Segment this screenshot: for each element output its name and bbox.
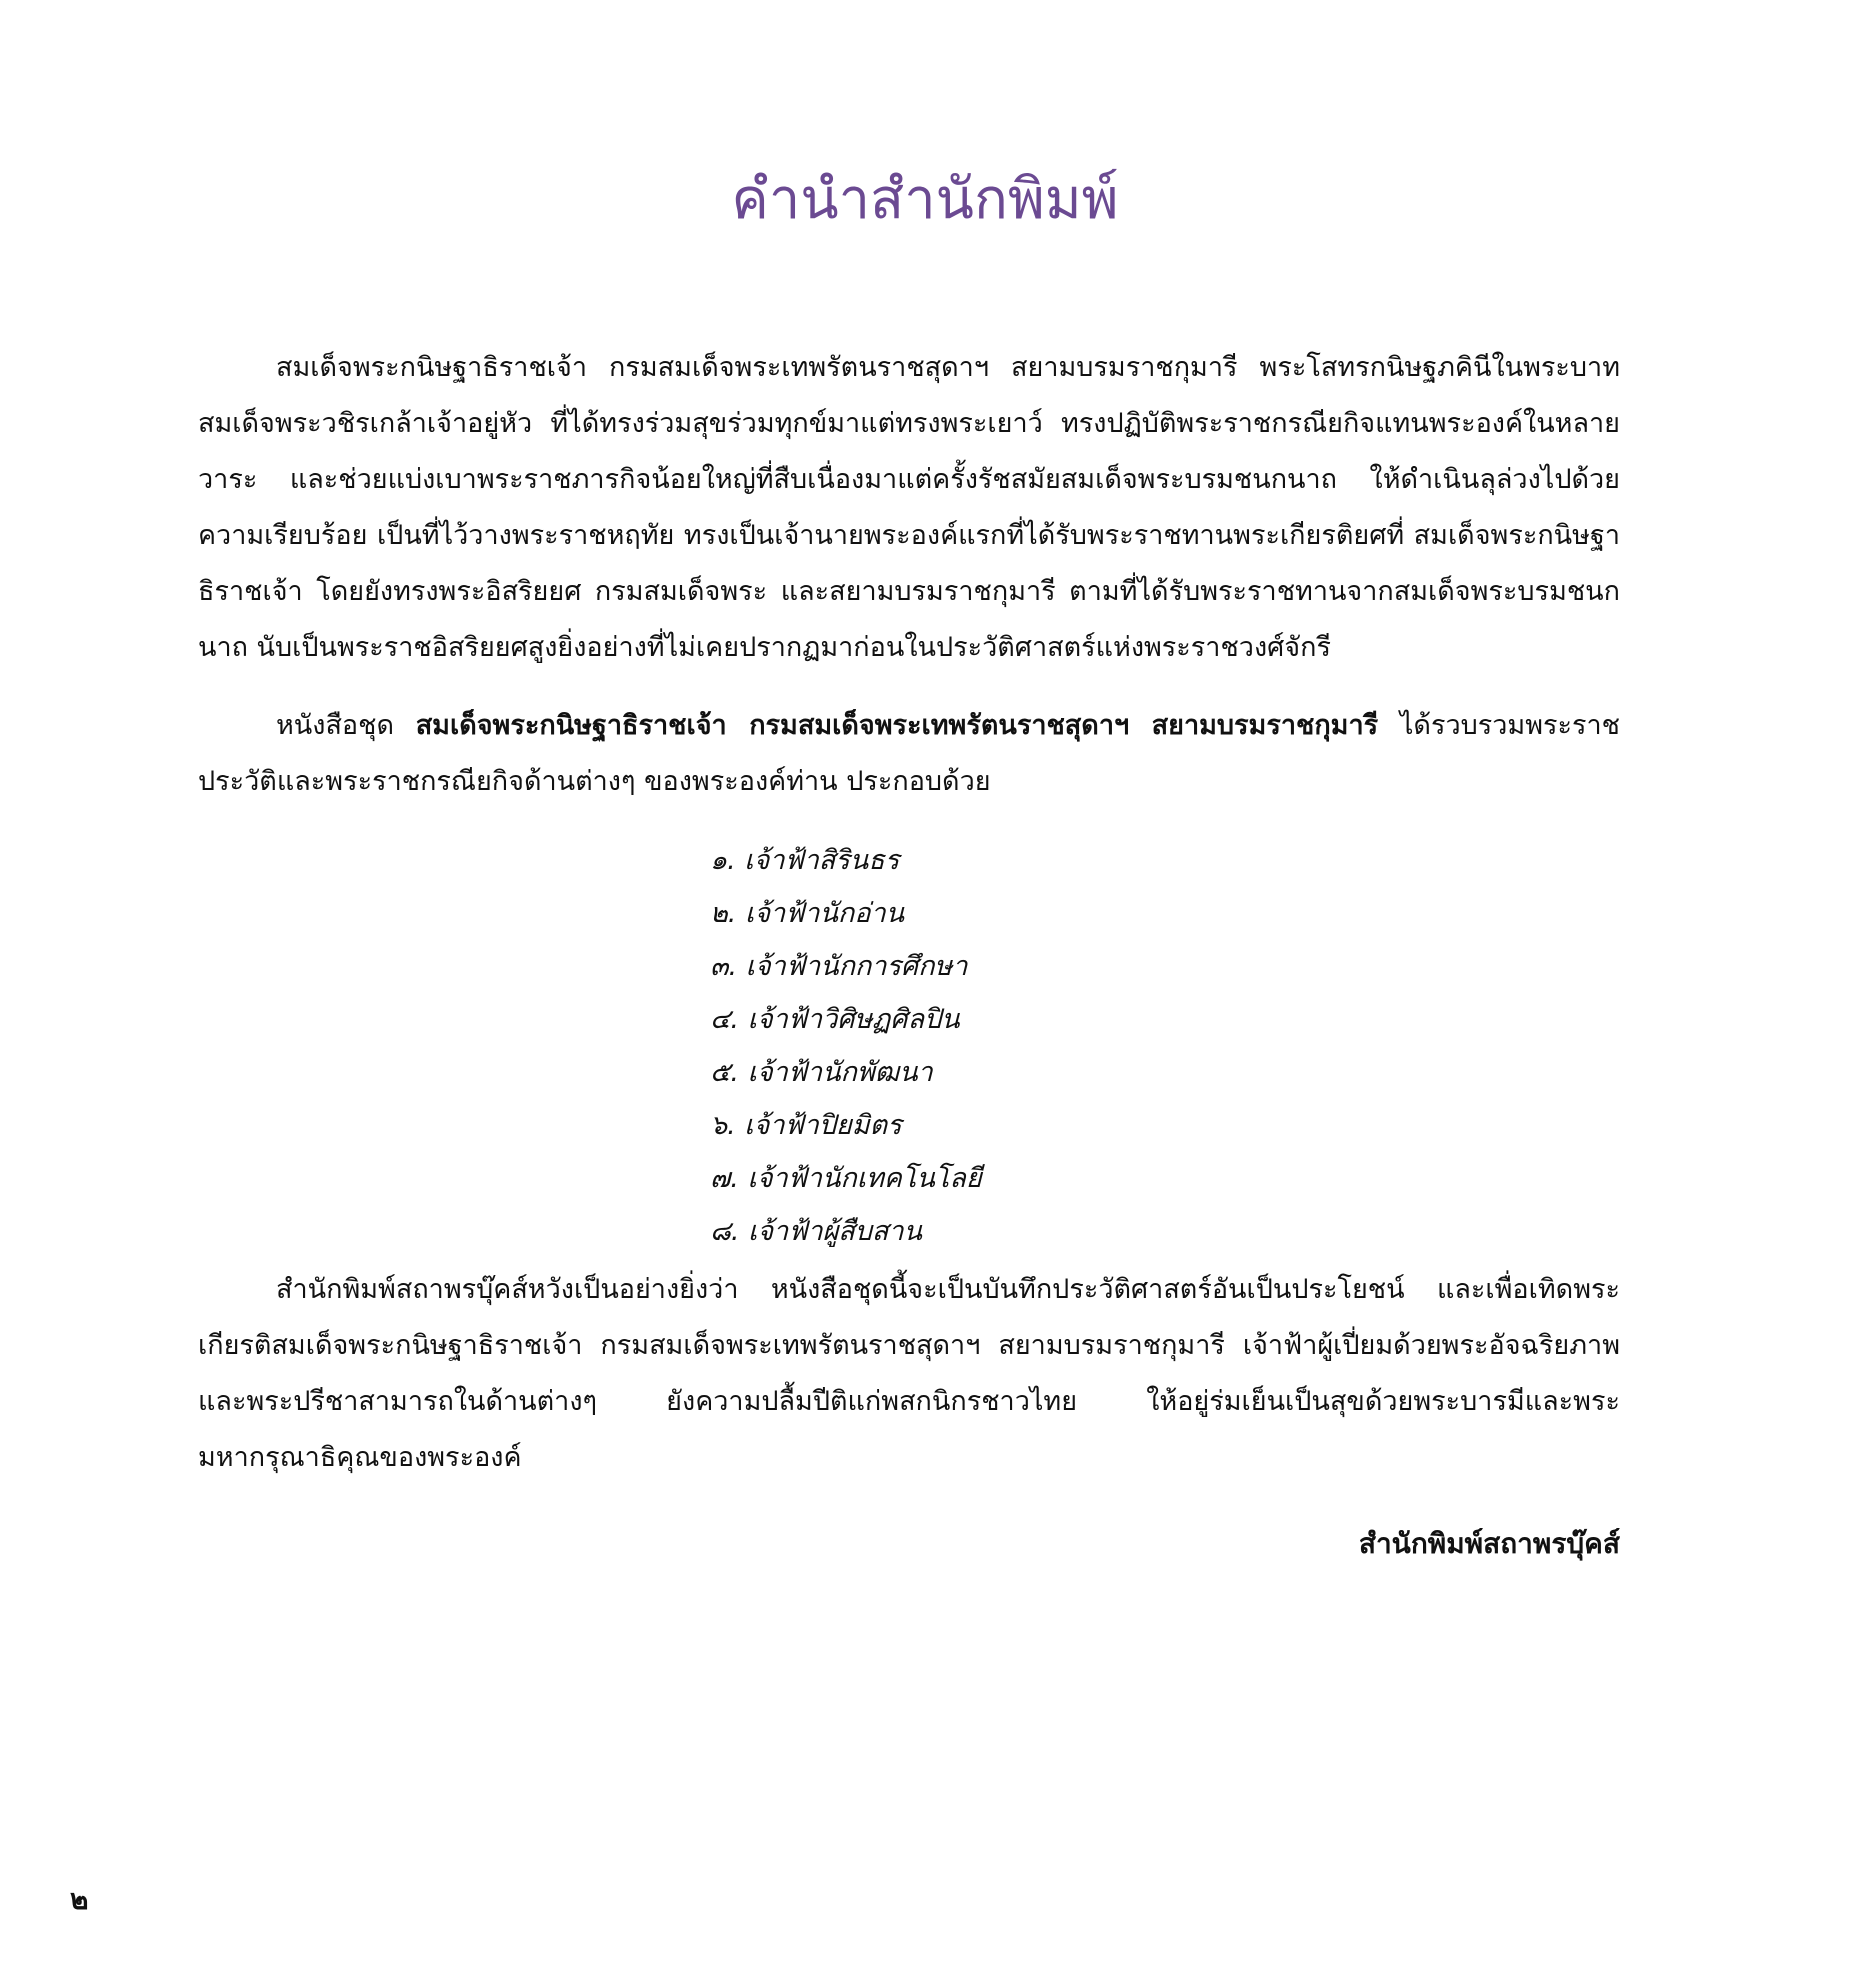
list-item: ๓. เจ้าฟ้านักการศึกษา bbox=[710, 951, 968, 982]
list-item: ๗. เจ้าฟ้านักเทคโนโลยี bbox=[710, 1163, 982, 1194]
list-item: ๖. เจ้าฟ้าปิยมิตร bbox=[710, 1110, 902, 1141]
foreword-paragraph-1: สมเด็จพระกนิษฐาธิราชเจ้า กรมสมเด็จพระเทพรัตนราชสุดาฯ สยามบรมราชกุมารี พระโสทรกนิษฐภคินีในพระบาทสมเด็จพระวชิรเกล้าเจ้าอยู่หัว ที่ได้ทรงร่วมสุขร่วมทุกข์มาแต่ทรงพระเยาว์ ทรงปฏิบัติพระราชกรณียกิจแทนพระองค์ในหลายวาระ และช่วยแบ่งเบาพระราชภารกิจน้อยใหญ่ที่สืบเนื่องมาแต่ครั้งรัชสมัยสมเด็จพระบรมชนกนาถ ให้ดำเนินลุล่วงไปด้วยความเรียบร้อย เป็นที่ไว้วางพระราชหฤทัย ทรงเป็นเจ้านายพระองค์แรกที่ได้รับพระราชทานพระเกียรติยศที่ สมเด็จพระกนิษฐาธิราชเจ้า โดยยังทรงพระอิสริยยศ กรมสมเด็จพระ และสยามบรมราชกุมารี ตามที่ได้รับพระราชทานจากสมเด็จพระบรมชนกนาถ นับเป็นพระราชอิสริยยศสูงยิ่งอย่างที่ไม่เคยปรากฏมาก่อนในประวัติศาสตร์แห่งพระราชวงศ์จักรี bbox=[198, 352, 1620, 663]
list-item: ๒. เจ้าฟ้านักอ่าน bbox=[710, 898, 905, 929]
foreword-paragraph-3: สำนักพิมพ์สถาพรบุ๊คส์หวังเป็นอย่างยิ่งว่า หนังสือชุดนี้จะเป็นบันทึกประวัติศาสตร์อันเป็นประโยชน์ และเพื่อเทิดพระเกียรติสมเด็จพระกนิษฐาธิราชเจ้า กรมสมเด็จพระเทพรัตนราชสุดาฯ สยามบรมราชกุมารี เจ้าฟ้าผู้เปี่ยมด้วยพระอัจฉริยภาพและพระปรีชาสามารถในด้านต่างๆ ยังความปลื้มปีติแก่พสกนิกรชาวไทย ให้อยู่ร่มเย็นเป็นสุขด้วยพระบารมีและพระมหากรุณาธิคุณของพระองค์ bbox=[198, 1274, 1620, 1473]
list-item: ๔. เจ้าฟ้าวิศิษฏศิลปิน bbox=[710, 1004, 960, 1035]
paragraph-2-suffix: ได้รวบรวมพระราชประวัติและพระราชกรณียกิจด้านต่างๆ ของพระองค์ท่าน ประกอบด้วย bbox=[198, 710, 1621, 797]
list-item: ๕. เจ้าฟ้านักพัฒนา bbox=[710, 1057, 933, 1088]
list-item: ๑. เจ้าฟ้าสิรินธร bbox=[710, 845, 900, 876]
foreword-paragraph-2 bbox=[198, 698, 1620, 810]
foreword-body bbox=[198, 340, 1620, 1486]
series-list bbox=[198, 834, 1620, 1258]
publisher-signature: สำนักพิมพ์สถาพรบุ๊คส์ bbox=[1358, 1527, 1620, 1560]
series-name: สมเด็จพระกนิษฐาธิราชเจ้า กรมสมเด็จพระเทพรัตนราชสุดาฯ สยามบรมราชกุมารี bbox=[415, 710, 1379, 741]
list-item: ๘. เจ้าฟ้าผู้สืบสาน bbox=[710, 1216, 923, 1247]
paragraph-2-prefix: หนังสือชุด bbox=[276, 710, 416, 741]
page-title: คำนำสำนักพิมพ์ bbox=[731, 167, 1119, 232]
page-number: ๒ bbox=[70, 1883, 89, 1916]
